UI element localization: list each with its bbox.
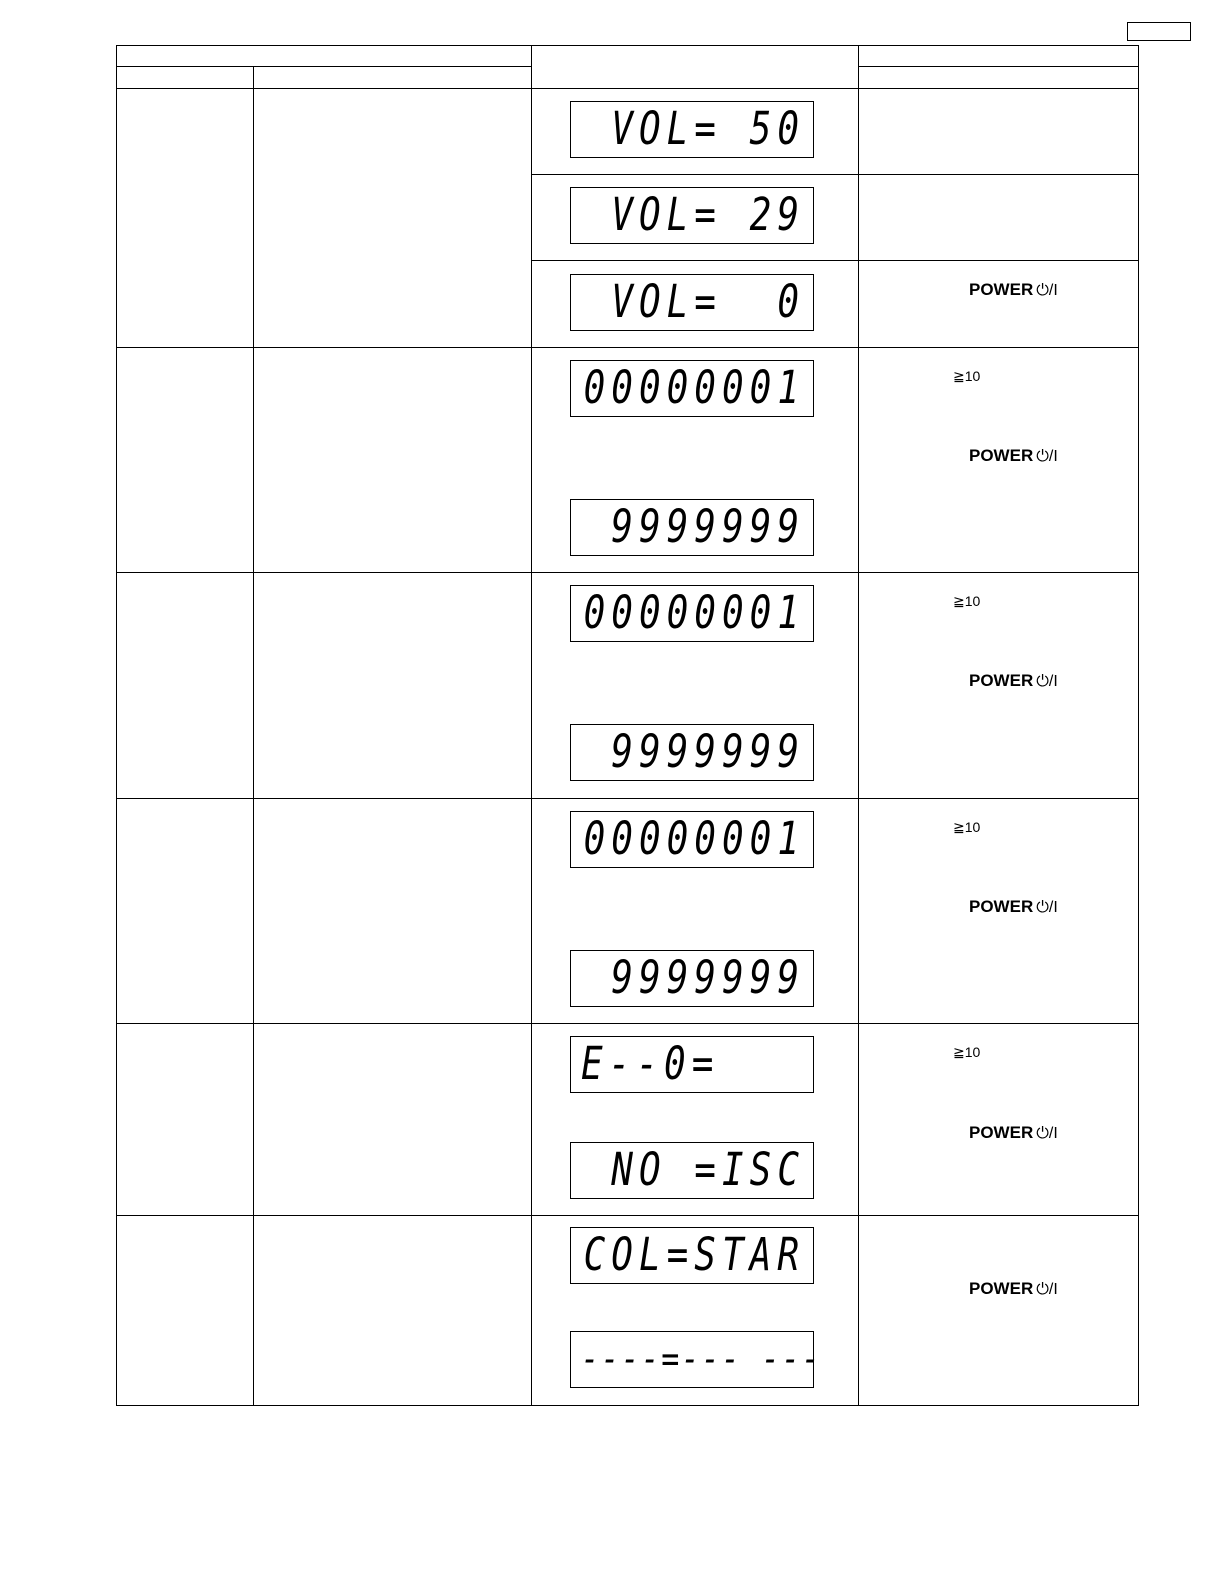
display-cell [532,89,859,175]
notes-cell [859,89,1139,175]
lcd-display [570,1227,814,1284]
lcd-display [570,360,814,417]
mode-cell [117,799,254,1024]
lcd-display [570,724,814,781]
power-button-label: POWER ⏻/I [969,280,1058,299]
description-cell [254,1216,532,1406]
lcd-text: ----=--- --- [581,1337,822,1381]
power-icon: ⏻/I [1036,673,1058,690]
power-button-label: POWER ⏻/I [969,671,1058,690]
power-button-label: POWER ⏻/I [969,1123,1058,1142]
lcd-text: VOL= 29 [611,189,805,241]
header-cell [254,67,532,89]
lcd-display [570,1036,814,1093]
header-display-cell [532,46,859,89]
description-cell [254,89,532,348]
lcd-text: VOL= 50 [611,103,805,155]
lcd-text: 9999999 [611,952,805,1004]
mode-cell [117,573,254,799]
lcd-text: NO =ISC [611,1144,805,1196]
lcd-display [570,1331,822,1388]
lcd-display [570,101,814,158]
power-icon: ⏻/I [1036,1281,1058,1298]
power-icon: ⏻/I [1036,282,1058,299]
header-cell [117,67,254,89]
lcd-display [570,950,814,1007]
power-icon: ⏻/I [1036,899,1058,916]
page-number-box [1127,22,1191,41]
power-button-label: POWER ⏻/I [969,1279,1058,1298]
notes-cell [859,348,1139,573]
lcd-text: VOL= 0 [611,276,805,328]
mode-cell [117,1024,254,1216]
lcd-display [570,187,814,244]
header-cell [859,67,1139,89]
display-cell [532,799,859,1024]
power-icon: ⏻/I [1036,1125,1058,1142]
display-cell [532,175,859,261]
lcd-text: 00000001 [583,587,805,639]
mode-cell [117,348,254,573]
lcd-display [570,811,814,868]
lcd-text: 00000001 [583,813,805,865]
lcd-display [570,1142,814,1199]
power-icon: ⏻/I [1036,448,1058,465]
description-cell [254,799,532,1024]
display-cell [532,1216,859,1406]
notes-cell [859,1216,1139,1406]
ge10-note: ≧10 [953,368,981,384]
notes-cell [859,175,1139,261]
lcd-text: 9999999 [611,501,805,553]
display-cell [532,573,859,799]
header-cell [859,46,1139,67]
ge10-note: ≧10 [953,819,981,835]
lcd-text: 9999999 [611,726,805,778]
description-cell [254,573,532,799]
mode-cell [117,1216,254,1406]
description-cell [254,1024,532,1216]
header-cell [117,46,532,67]
ge10-note: ≧10 [953,593,981,609]
mode-cell [117,89,254,348]
lcd-text: 00000001 [583,362,805,414]
display-cell [532,1024,859,1216]
power-button-label: POWER ⏻/I [969,897,1058,916]
notes-cell [859,1024,1139,1216]
lcd-text: E--0= [581,1038,720,1090]
lcd-text: COL=STAR [583,1229,805,1281]
power-button-label: POWER ⏻/I [969,446,1058,465]
notes-cell [859,799,1139,1024]
display-cell [532,348,859,573]
notes-cell [859,261,1139,348]
lcd-display [570,585,814,642]
description-cell [254,348,532,573]
lcd-display [570,274,814,331]
display-mode-table [116,45,1139,1406]
ge10-note: ≧10 [953,1044,981,1060]
notes-cell [859,573,1139,799]
display-cell [532,261,859,348]
lcd-display [570,499,814,556]
